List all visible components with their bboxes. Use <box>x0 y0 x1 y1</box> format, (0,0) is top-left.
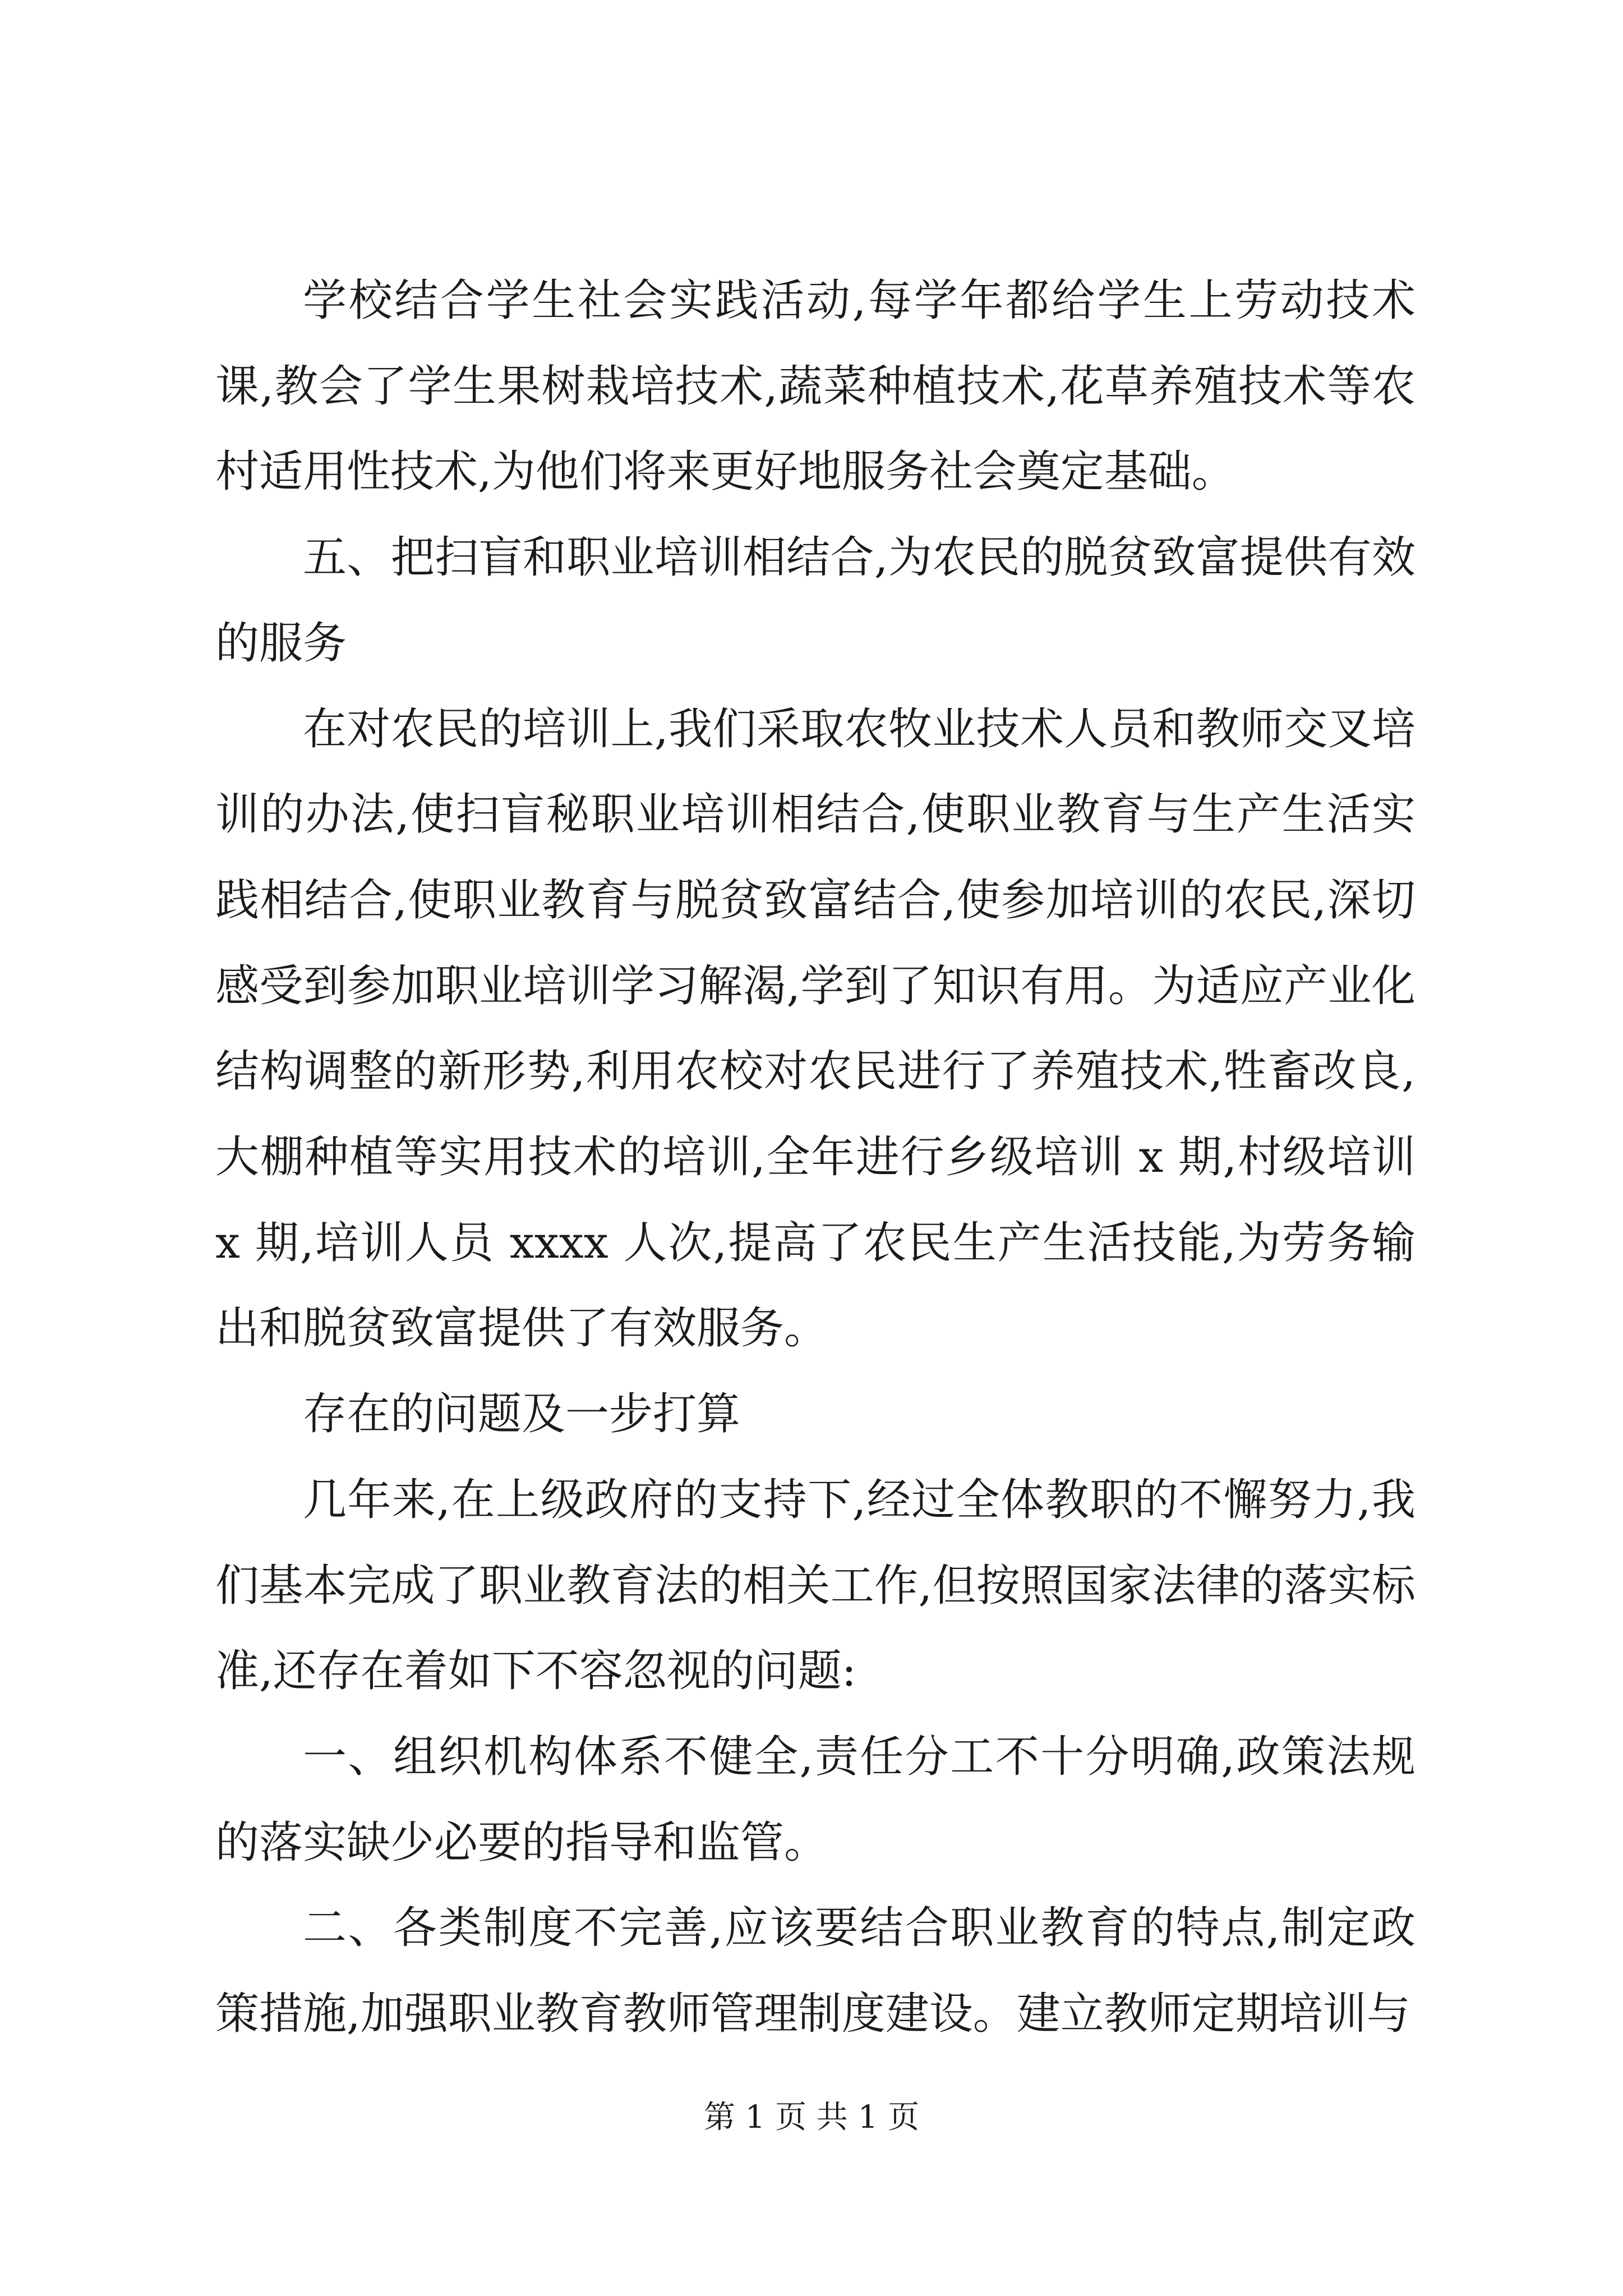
paragraph-farmer-training: 在对农民的培训上,我们采取农牧业技术人员和教师交叉培训的办法,使扫盲秘职业培训相结合,使职业教育与生产生活实践相结合,使职业教育与脱贫致富结合,使参加培训的农民,深切感受到参加职业培训学习解渴,学到了知识有用。为适应产业化结构调整的新形势,利用农校对农民进行了养殖技术,牲畜改良,大棚种植等实用技术的培训,全年进行乡级培训 x 期,村级培训 x 期,培训人员 xxxx 人次,提高了农民生产生活技能,为劳务输出和脱贫致富提供了有效服务。 <box>215 703 1415 1354</box>
paragraph-problem-one: 一、组织机构体系不健全,责任分工不十分明确,政策法规的落实缺少必要的指导和监管。 <box>215 1731 1415 1868</box>
page-number: 第 1 页 共 1 页 <box>703 2099 920 2136</box>
paragraph-practice: 学校结合学生社会实践活动,每学年都给学生上劳动技术课,教会了学生果树栽培技术,蔬菜种植技术,花草养殖技术等农村适用性技术,为他们将来更好地服务社会奠定基础。 <box>215 275 1415 498</box>
body-text <box>215 258 1415 2057</box>
heading-section-five: 五、把扫盲和职业培训相结合,为农民的脱贫致富提供有效的服务 <box>215 532 1415 669</box>
paragraph-overview: 几年来,在上级政府的支持下,经过全体教职的不懈努力,我们基本完成了职业教育法的相关工作,但按照国家法律的落实标准,还存在着如下不容忽视的问题: <box>215 1474 1415 1697</box>
paragraph-problem-two: 二、各类制度不完善,应该要结合职业教育的特点,制定政策措施,加强职业教育教师管理制度建设。建立教师定期培训与 <box>215 1903 1415 2040</box>
heading-problems: 存在的问题及一步打算 <box>303 1389 741 1440</box>
